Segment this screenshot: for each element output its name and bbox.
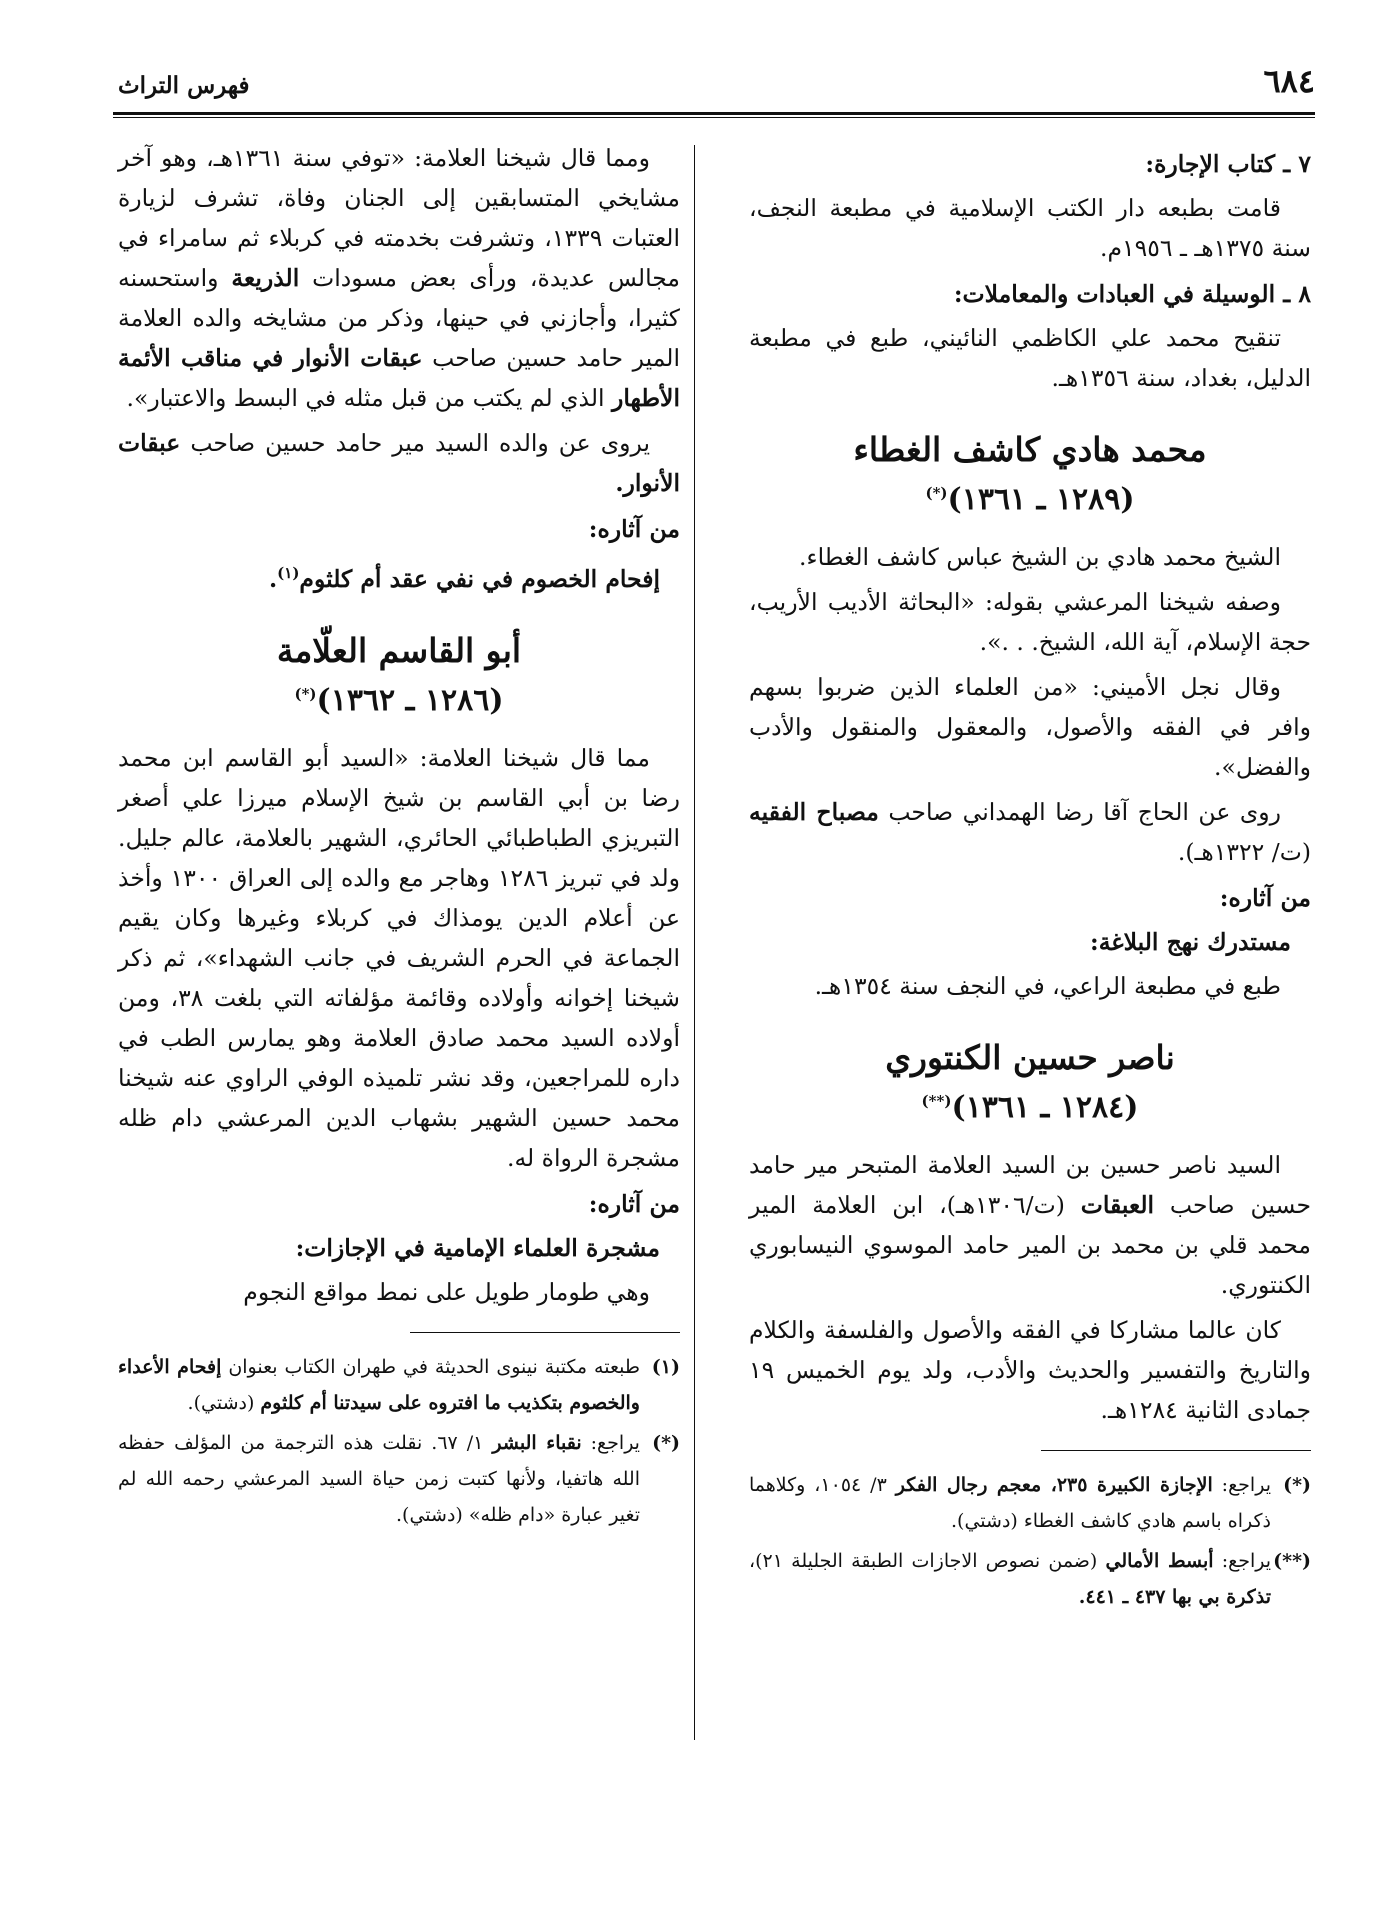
work-text: وهي طومار طويل على نمط مواقع النجوم [243,1277,650,1306]
book-title: نقباء البشر [492,1431,582,1454]
book-title: عبقات الأنوار في مناقب الأئمة الأطهار [118,344,680,412]
bio-paragraph [749,1145,1311,1305]
bio-paragraph: وصفه شيخنا المرعشي بقوله: «البحاثة الأديب الأريب، حجة الإسلام، آية الله، الشيخ. . .». [749,588,1311,656]
left-column [118,138,680,1537]
work-title-text: إفحام الخصوم في نفي عقد أم كلثوم [299,564,660,593]
bio-dates-range: (١٢٨٦ ـ ١٣٦٢) [316,682,504,718]
text-run: (دشتي). [187,1391,255,1414]
footnote-rule [1041,1450,1311,1451]
footnote [749,1467,1311,1539]
footnote-marker: (١) [277,564,300,582]
text-run: (ت/١٣٠٦هـ)، ابن العلامة المير محمد قلي بن محمد بن المير حامد الموسوي النيسابوري الكنتوري. [749,1191,1311,1299]
item-7-heading: ٧ ـ كتاب الإجارة: [1145,150,1311,178]
book-title: الذريعة [231,264,300,292]
book-title: عبقات الأنوار. [118,429,680,497]
bio-dates-range: (١٢٨٤ ـ ١٣٦١) [951,1090,1139,1125]
work-text: طبع في مطبعة الراعي، في النجف سنة ١٣٥٤هـ. [814,972,1281,1000]
footnote-marker: (*) [652,1431,680,1454]
text-run: روى عن الحاج آقا رضا الهمداني صاحب [888,798,1281,826]
work-title: مستدرك نهج البلاغة: [1090,928,1291,956]
bio-paragraph: كان عالما مشاركا في الفقه والأصول والفلسفة والكلام والتاريخ والتفسير والحديث والأدب، ولد يوم الخميس ١٩ جمادى الثانية ١٢٨٤هـ. [749,1316,1311,1424]
footnote-marker: (**) [1273,1550,1311,1572]
footnote [118,1349,680,1421]
running-title: فهرس التراث [118,72,250,99]
footnote [749,1543,1311,1615]
footnote [118,1425,680,1533]
text-run: يراجع: [1221,1550,1271,1572]
bio-paragraph [749,792,1311,872]
footnote-rule [410,1332,680,1333]
book-title: مصباح الفقيه [749,798,879,826]
bio-title-abu-alqasim: أبو القاسم العلّامة [276,630,522,670]
text-run: يراجع: [1221,1474,1271,1496]
book-title: الإجازة الكبيرة ٢٣٥، معجم رجال الفكر [895,1474,1213,1496]
text-run: (ضمن نصوص الاجازات الطبقة الجليلة ٢١)، [749,1550,1098,1572]
item-8-heading: ٨ ـ الوسيلة في العبادات والمعاملات: [953,280,1311,308]
bio-dates [749,472,1311,521]
item-8-text: تنقيح محمد علي الكاظمي النائيني، طبع في مطبعة الدليل، بغداد، سنة ١٣٥٦هـ. [749,324,1311,392]
column-divider [694,145,695,1740]
bio-paragraph: وقال نجل الأميني: «من العلماء الذين ضربوا بسهم وافر في الفقه والأصول، والمعقول والمنقول والأدب والفضل». [749,673,1311,781]
text-run: طبعته مكتبة نينوى الحديثة في طهران الكتاب بعنوان [228,1355,640,1378]
bio-dates-range: (١٢٨٩ ـ ١٣٦١) [947,482,1135,517]
text-run: (ت/ ١٣٢٢هـ). [1177,838,1311,866]
bio-dates [118,673,680,722]
item-7-text: قامت بطبعه دار الكتب الإسلامية في مطبعة النجف، سنة ١٣٧٥هـ ـ ١٩٥٦م. [749,194,1311,262]
footnote-marker: (*) [1283,1474,1311,1496]
text-run: ٣/ ١٠٥٤، وكلاهما ذكراه باسم هادي كاشف الغطاء (دشتي). [749,1474,1271,1532]
footnote-marker: (١) [651,1355,680,1378]
text-run: واستحسنه كثيرا، وأجازني في حينها، وذكر من مشايخه والده العلامة المير حامد حسين صاحب [118,264,680,372]
footnote-text [118,1425,640,1533]
work-title: إفحام الخصوم في نفي عقد أم كلثوم$^{(١)}$. [268,564,660,593]
bio-paragraph [118,423,680,503]
bio-paragraph [118,138,680,418]
bio-title-kashif-alghita: محمد هادي كاشف الغطاء [853,430,1207,469]
footnote-marker: (*) [294,684,317,703]
text-run: ومما قال شيخنا العلامة: «توفي سنة ١٣٦١هـ، وهو آخر مشايخي المتسابقين إلى الجنان وفاة، تشرف لزيارة العتبات ١٣٣٩، وتشرفت بخدمته في كربلاء ثم سامراء في مجالس عديدة، ورأى بعض مسودات [118,144,680,292]
footnote-text [118,1349,640,1421]
page-number: ٦٨٤ [1263,62,1315,100]
footnote-text [749,1467,1271,1539]
work-title: مشجرة العلماء الإمامية في الإجازات: [295,1233,660,1262]
bio-title-kintoori: ناصر حسين الكنتوري [885,1038,1175,1077]
text-run: السيد ناصر حسين بن السيد العلامة المتبحر مير حامد حسين صاحب [749,1151,1311,1219]
header-rule [113,112,1315,115]
book-title: العبقات [1080,1191,1155,1219]
header-rule-thin [113,117,1315,118]
footnote-text [749,1543,1271,1615]
book-title: إفحام الأعداء والخصوم بتكذيب ما افتروه على سيدتنا أم كلثوم [118,1355,640,1414]
works-heading: من آثاره: [588,515,680,543]
book-title: تذكرة بي بها ٤٣٧ ـ ٤٤١. [1078,1586,1271,1608]
right-column [749,138,1311,1619]
book-title: أبسط الأمالي [1105,1550,1214,1572]
text-run: يروى عن والده السيد مير حامد حسين صاحب [190,429,650,457]
works-heading: من آثاره: [1219,884,1311,912]
footnote-marker: (*) [925,484,948,502]
text-run: ١/ ٦٧. نقلت هذه الترجمة من المؤلف حفظه الله هاتفيا، ولأنها كتبت زمن حياة السيد المرعشي رحمه الله لم تغير عبارة «دام ظله» (دشتي). [118,1431,640,1526]
bio-dates [749,1080,1311,1129]
text-run: الذي لم يكتب من قبل مثله في البسط والاعتبار». [126,384,605,412]
bio-paragraph: مما قال شيخنا العلامة: «السيد أبو القاسم ابن محمد رضا بن أبي القاسم بن شيخ الإسلام ميرزا علي أصغر التبريزي الطباطبائي الحائري، الشهير بالعلامة، عالم جليل. ولد في تبريز ١٢٨٦ وهاجر مع والده إلى العراق ١٣٠٠ وأخذ عن أعلام الدين يومذاك في كربلاء وغيرها وكان يقيم الجماعة في الحرم الشريف في جانب الشهداء»، ثم ذكر شيخنا إخوانه وأولاده وقائمة مؤلفاته التي بلغت ٣٨، ومن أولاده السيد محمد صادق العلامة وهو يمارس الطب في داره للمراجعين، وقد نشر تلميذه الوفي الراوي عنه شيخنا محمد حسين الشهير بشهاب الدين المرعشي دام ظله مشجرة الرواة له. [118,743,680,1172]
bio-paragraph: الشيخ محمد هادي بن الشيخ عباس كاشف الغطاء. [799,543,1281,571]
text-run: يراجع: [590,1431,640,1454]
footnote-marker: (**) [921,1092,952,1110]
works-heading: من آثاره: [588,1189,680,1218]
